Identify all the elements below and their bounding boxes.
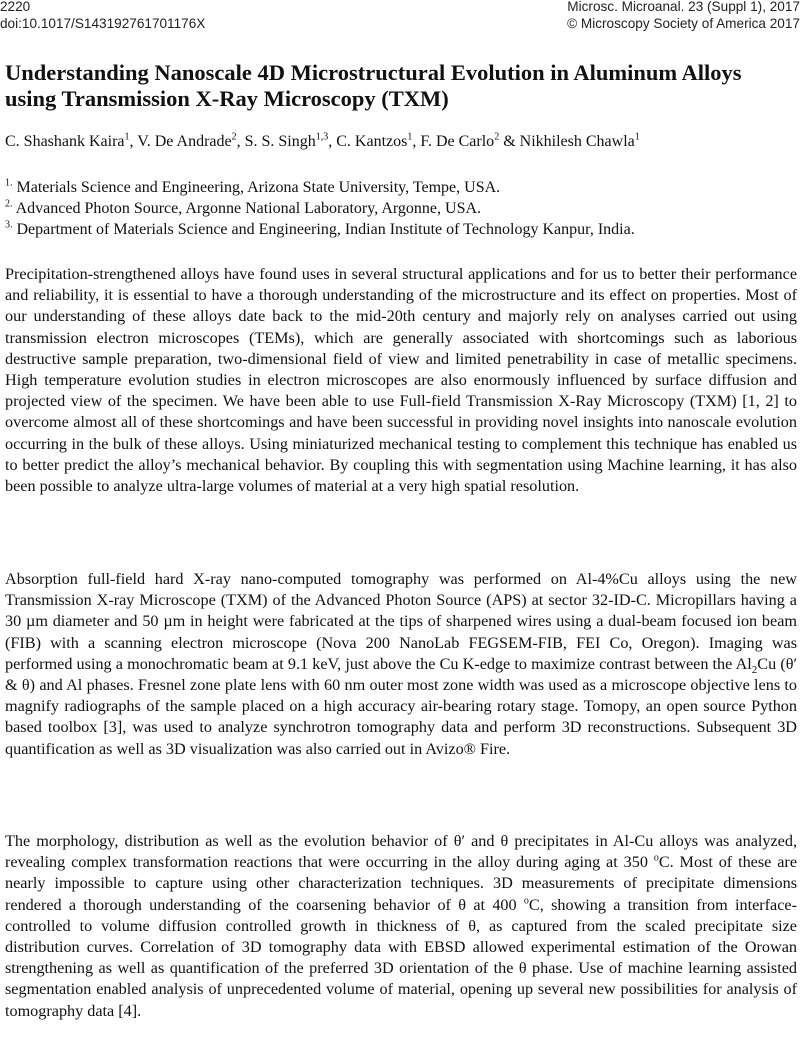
affiliation: $^{3.}$ Department of Materials Science and Engineering, Indian Institute of Technology Kanpur, India. <box>5 219 635 238</box>
doi[interactable]: doi:10.1017/S143192761701176X <box>0 16 206 31</box>
paragraph-introduction: Precipitation-strengthened alloys have found uses in several structural applications and for us to better their performance and reliability, it is essential to have a thorough understanding of the microstructure and its effect on properties. Most of our understanding of these alloys date back to the mid-20th century and majorly rely on analyses carried out using transmission electron microscopes (TEMs), which are generally associated with shortcomings such as laborious destructive sample preparation, two-dimensional field of view and limited penetrability in case of metallic specimens. High temperature evolution studies in electron microscopes are also enormously influenced by surface diffusion and projected view of the specimen. We have been able to use Full-field Transmission X-Ray Microscopy (TXM) [1, 2] to overcome almost all of these shortcomings and have been successful in providing novel insights into nanoscale evolution occurring in the bulk of these alloys. Using miniaturized mechanical testing to complement this technique has enabled us to better predict the alloy’s mechanical behavior. By coupling this with segmentation using Machine learning, it has also been possible to analyze ultra-large volumes of material at a very high spatial resolution. <box>5 265 797 496</box>
paragraph-methods: Absorption full-field hard X-ray nano-computed tomography was performed on Al-4%Cu alloys using the new Transmission X-ray Microscope (TXM) of the Advanced Photon Source (APS) at sector 32-ID-C. Micropillars having a 30 µm diameter and 50 µm in height were fabricated at the tips of sharpened wires using a dual-beam focused ion beam (FIB) with a scanning electron microscope (Nova 200 NanoLab FEGSEM-FIB, FEI Co, Oregon). Imaging was performed using a monochromatic beam at 9.1 keV, just above the Cu K-edge to maximize contrast between the $Al_2Cu$ (θ′ & θ) and Al phases. Fresnel zone plate lens with 60 nm outer most zone width was used as a microscope objective lens to magnify radiographs of the sample placed on a high accuracy air-bearing rotary stage. Tomopy, an open source Python based toolbox [3], was used to analyze synchrotron tomography data and perform 3D reconstructions. Subsequent 3D quantification as well as 3D visualization was also carried out in Avizo® Fire. <box>5 570 798 758</box>
author: C. Shashank Kaira$^1$, <box>5 131 138 150</box>
header-right <box>567 0 800 32</box>
affiliation: $^{2.}$ Advanced Photon Source, Argonne National Laboratory, Argonne, USA. <box>5 198 482 217</box>
author: F. De Carlo$^2$ & <box>420 131 520 150</box>
author: Nikhilesh Chawla$^1$ <box>519 131 640 150</box>
header-left <box>0 0 205 32</box>
affiliation-list <box>5 177 795 240</box>
affiliation: $^{1.}$ Materials Science and Engineering, Arizona State University, Tempe, USA. <box>5 177 501 196</box>
copyright: © Microscopy Society of America 2017 <box>567 16 800 31</box>
page-number: 2220 <box>0 0 31 14</box>
author: V. De Andrade$^2$, <box>137 131 245 150</box>
paragraph-results: The morphology, distribution as well as the evolution behavior of θ′ and θ precipitates in Al-Cu alloys was analyzed, revealing complex transformation reactions that were occurring in the alloy during aging at 350 $^o$C. Most of these are nearly impossible to capture using other characterization techniques. 3D measurements of precipitate dimensions rendered a thorough understanding of the coarsening behavior of θ at 400 $^o$C, showing a transition from interface-controlled to volume diffusion controlled growth in thickness of θ, as captured from the scaled precipitate size distribution curves. Correlation of 3D tomography data with EBSD allowed experimental estimation of the Orowan strengthening as well as quantification of the preferred 3D orientation of the θ phase. Use of machine learning assisted segmentation enabled analysis of unprecedented volume of material, opening up several new possibilities for analysis of tomography data [4]. <box>5 832 798 1020</box>
author: S. S. Singh$^{1,3}$, <box>244 131 337 150</box>
author-list <box>5 132 795 152</box>
journal-citation: Microsc. Microanal. 23 (Suppl 1), 2017 <box>567 0 800 14</box>
author: C. Kantzos$^1$, <box>336 131 421 150</box>
paper-title: Understanding Nanoscale 4D Microstructural Evolution in Aluminum Alloys using Transmission X-Ray Microscopy (TXM) <box>5 60 742 111</box>
